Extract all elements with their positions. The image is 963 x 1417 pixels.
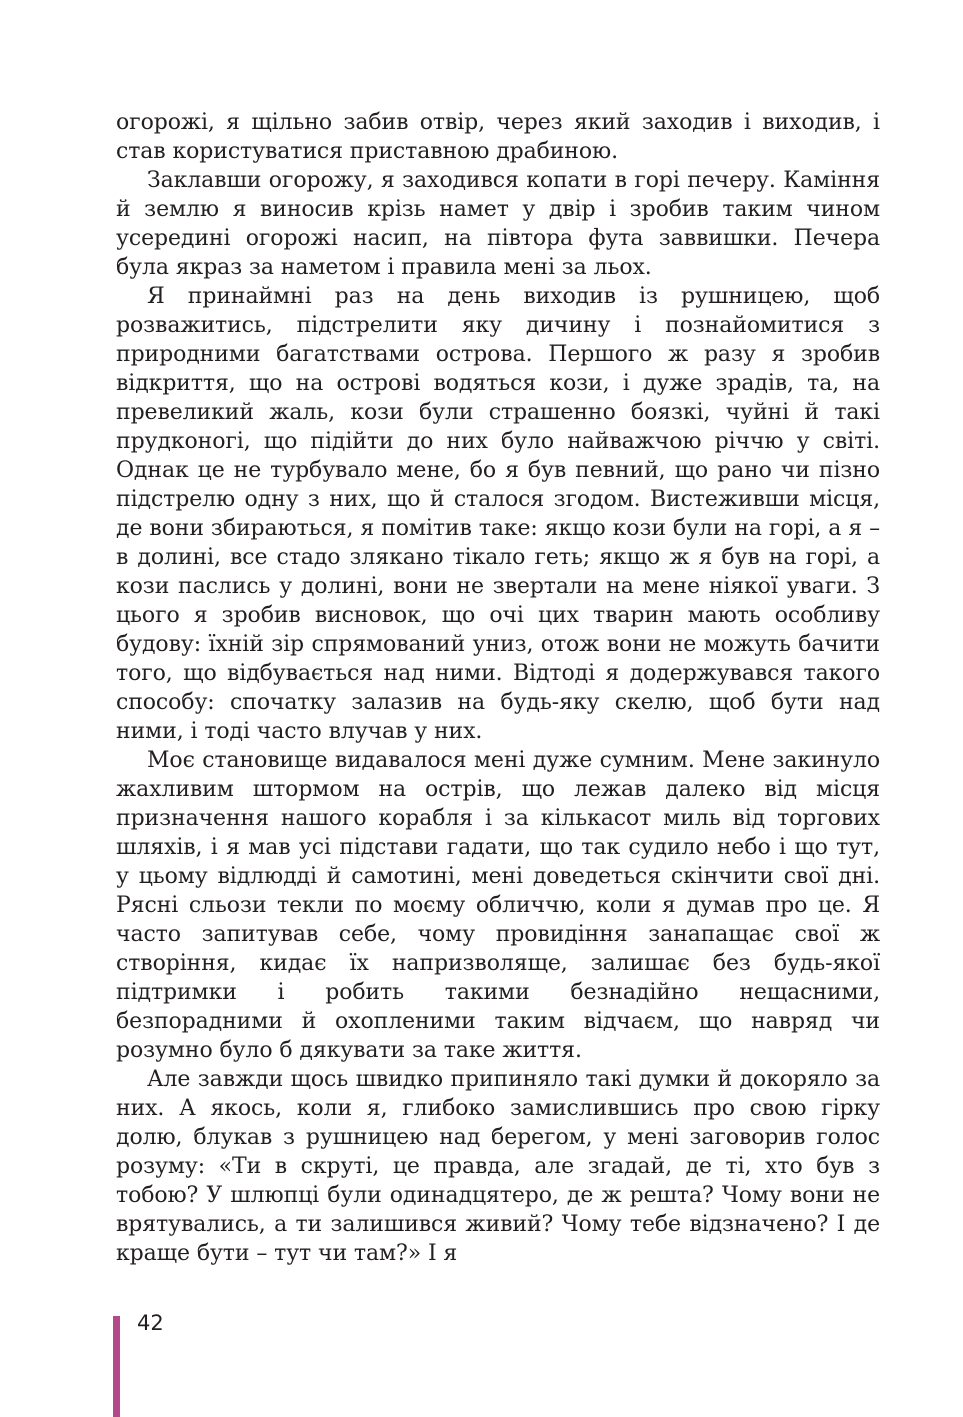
paragraph-3: Я принаймні раз на день виходив із рушницею, щоб розважитись, підстрелити яку дичину і познайомитися з природними багатствами острова. Першого ж разу я зробив відкриття, що на острові водяться кози, і дуже зрадів, та, на превеликий жаль, кози були страшенно боязкі, чуйні й такі прудконогі, що підійти до них було найважчою річчю у світі. Однак це не турбувало мене, бо я був певний, що рано чи пізно підстрелю одну з них, що й сталося згодом. Вистеживши місця, де вони збираються, я помітив таке: якщо кози були на горі, а я – в долині, все стадо злякано тікало геть; якщо ж я був на горі, а кози паслись у долині, вони не звертали на мене ніякої уваги. З цього я зробив висновок, що очі цих тварин мають особливу будову: їхній зір спрямований униз, отож вони не можуть бачити того, що відбувається над ними. Відтоді я додержувався такого способу: спочатку залазив на будь-яку скелю, щоб бути над ними, і тоді часто влучав у них. <box>116 284 880 744</box>
paragraph-1: огорожі, я щільно забив отвір, через який заходив і виходив, і став користуватися приставною драбиною. <box>116 110 880 164</box>
paragraph-2: Заклавши огорожу, я заходився копати в горі печеру. Каміння й землю я виносив крізь намет у двір і зробив таким чином усередині огорожі насип, на півтора фута заввишки. Печера була якраз за наметом і правила мені за льох. <box>116 168 880 280</box>
paragraph-5: Але завжди щось швидко припиняло такі думки й докоряло за них. А якось, коли я, глибоко замислившись про свою гірку долю, блукав з рушницею над берегом, у мені заговорив голос розуму: «Ти в скруті, це правда, але згадай, де ті, хто був з тобою? У шлюпці були одинадцятеро, де ж решта? Чому вони не врятувались, а ти залишився живий? Чому тебе відзначено? І де краще бути – тут чи там?» І я <box>116 1067 880 1266</box>
page-number: 42 <box>137 1311 164 1335</box>
page-accent-bar <box>113 1316 120 1417</box>
body-text <box>116 108 880 1268</box>
paragraph-4: Моє становище видавалося мені дуже сумним. Мене закинуло жахливим штормом на острів, що лежав далеко від місця призначення нашого корабля і за кількасот миль від торгових шляхів, і я мав усі підстави гадати, що так судило небо і що тут, у цьому відлюдді й самотині, мені доведеться скінчити свої дні. Рясні сльози текли по моєму обличчю, коли я думав про це. Я часто запитував себе, чому провидіння занапащає свої ж створіння, кидає їх напризволяще, залишає без будь-якої підтримки і робить такими безнадійно нещасними, безпорадними й охопленими таким відчаєм, що навряд чи розумно було б дякувати за таке життя. <box>116 748 880 1063</box>
